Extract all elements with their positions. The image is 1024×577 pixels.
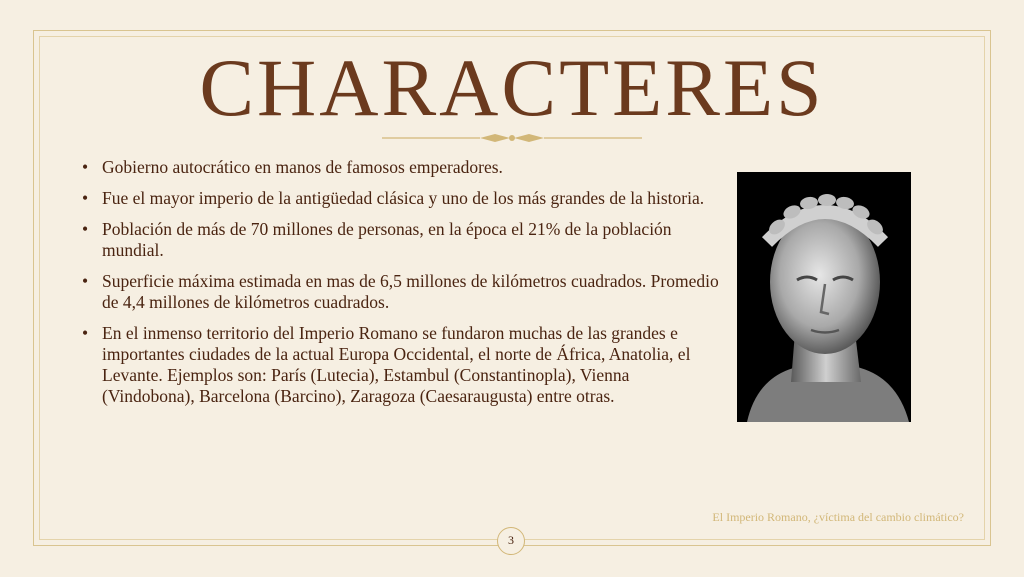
title-ornament: [382, 131, 642, 145]
slide-title: CHARACTERES: [199, 42, 825, 133]
emperor-bust-image: [737, 172, 911, 422]
bullet-item: • Gobierno autocrático en manos de famosos emperadores.: [80, 157, 720, 178]
roman-emperor-bust-icon: [737, 172, 911, 422]
footer-text: El Imperio Romano, ¿víctima del cambio climático?: [712, 510, 964, 524]
bullet-item: • En el inmenso territorio del Imperio Romano se fundaron muchas de las grandes e importantes ciudades de la actual Europa Occidental, el norte de África, Anatolia, el Levante. Ejemplos son: París (Lutecia), Estambul (Constantinopla), Vienna (Vindobona), Barcelona (Barcino), Zaragoza (Caesaraugusta) entre otras.: [80, 323, 720, 407]
bullet-list: [80, 157, 720, 417]
page-number: 3: [497, 527, 525, 555]
bullet-item: • Superficie máxima estimada en mas de 6,5 millones de kilómetros cuadrados. Promedio de 4,4 millones de kilómetros cuadrados.: [80, 271, 720, 313]
bullet-item: • Fue el mayor imperio de la antigüedad clásica y uno de los más grandes de la historia.: [80, 188, 720, 209]
bullet-item: • Población de más de 70 millones de personas, en la época el 21% de la población mundial.: [80, 219, 720, 261]
